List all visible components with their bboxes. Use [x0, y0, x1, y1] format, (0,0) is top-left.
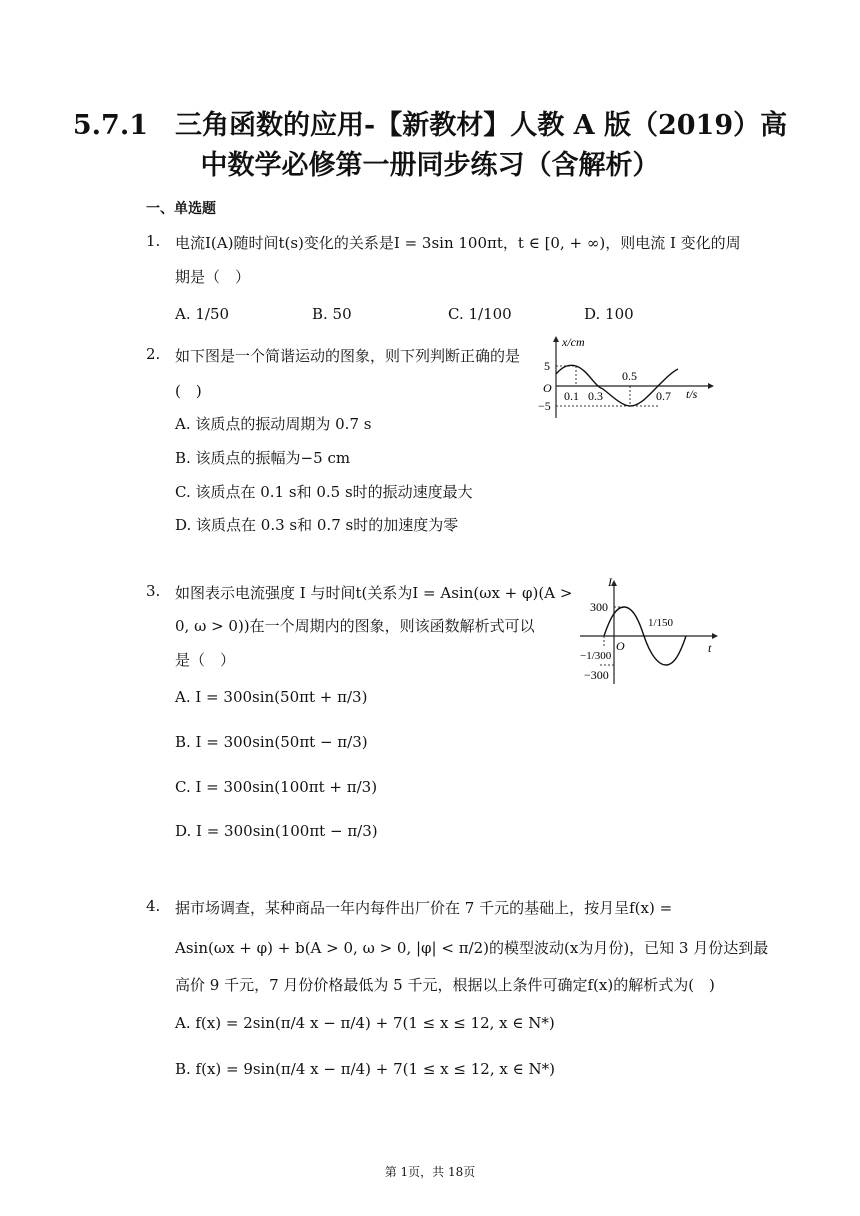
q1-option-c: C. 1/100 — [448, 305, 512, 323]
q1-number: 1. — [146, 232, 161, 250]
q3-origin-label: O — [616, 639, 625, 653]
q3-stem-line3: 是（ ） — [175, 651, 236, 669]
q4-number: 4. — [146, 897, 161, 915]
q2-number: 2. — [146, 345, 161, 363]
q3-t-label: t — [708, 641, 712, 655]
q3-t-axis-arrow — [712, 633, 718, 639]
q2-y-tick-neg5: −5 — [538, 399, 551, 413]
q1-stem-line2: 期是（ ） — [175, 268, 251, 286]
q4-stem-line2: Asin(ωx + φ) + b(A > 0, ω > 0, |φ| < π/2)的模型波动(x为月份)，已知 3 月份达到最 — [175, 939, 769, 957]
q2-x-tick-05: 0.5 — [622, 369, 637, 383]
q2-x-tick-07: 0.7 — [656, 389, 671, 403]
q2-x-label: t/s — [686, 387, 698, 401]
q1-option-d: D. 100 — [584, 305, 634, 323]
q1-option-a: A. 1/50 — [175, 305, 230, 323]
doc-title-line2: 中数学必修第一册同步练习（含解析） — [200, 150, 660, 181]
q3-option-d: D. I = 300sin(100πt − π/3) — [175, 822, 378, 840]
q3-option-a: A. I = 300sin(50πt + π/3) — [175, 688, 368, 706]
q2-option-c: C. 该质点在 0.1 s和 0.5 s时的振动速度最大 — [175, 483, 473, 501]
q2-stem-line1: 如下图是一个简谐运动的图象，则下列判断正确的是 — [175, 347, 521, 365]
q3-y-tick-neg300: −300 — [584, 668, 609, 682]
q3-figure-current-graph — [576, 574, 726, 686]
q2-y-label: x/cm — [562, 335, 585, 349]
doc-title-line1: 5.7.1 三角函数的应用-【新教材】人教 A 版（2019）高 — [72, 110, 788, 141]
q2-y-axis-arrow — [553, 336, 559, 342]
q2-origin-label: O — [543, 381, 552, 395]
q3-stem-line2: 0, ω > 0))在一个周期内的图象，则该函数解析式可以 — [175, 617, 535, 635]
section-heading: 一、单选题 — [146, 201, 216, 217]
q3-y-tick-300: 300 — [590, 600, 608, 614]
q2-x-tick-03: 0.3 — [588, 389, 603, 403]
q2-x-axis-arrow — [708, 383, 714, 389]
q3-number: 3. — [146, 582, 161, 600]
q1-stem-line1: 电流I(A)随时间t(s)变化的关系是I = 3sin 100πt，t ∈ [0, + ∞)，则电流 I 变化的周 — [175, 234, 741, 252]
q2-figure-oscillation-graph — [536, 334, 716, 420]
page-footer: 第 1页，共 18页 — [384, 1165, 476, 1179]
q2-y-tick-5: 5 — [544, 359, 550, 373]
q2-option-d: D. 该质点在 0.3 s和 0.7 s时的加速度为零 — [175, 516, 459, 534]
q1-option-b: B. 50 — [312, 305, 352, 323]
q2-x-tick-01: 0.1 — [564, 389, 579, 403]
q4-stem-line1: 据市场调查，某种商品一年内每件出厂价在 7 千元的基础上，按月呈f(x) = — [175, 899, 673, 917]
q3-option-c: C. I = 300sin(100πt + π/3) — [175, 778, 378, 796]
q3-x-left-fraction: −1/300 — [580, 650, 612, 662]
q2-option-b: B. 该质点的振幅为−5 cm — [175, 449, 351, 467]
q3-x-right-fraction: 1/150 — [648, 617, 674, 629]
q4-stem-line3: 高价 9 千元，7 月份价格最低为 5 千元，根据以上条件可确定f(x)的解析式为( ) — [175, 976, 715, 994]
q3-option-b: B. I = 300sin(50πt − π/3) — [175, 733, 368, 751]
q3-i-label: I — [608, 575, 612, 589]
q3-stem-line1: 如图表示电流强度 I 与时间t(关系为I = Asin(ωx + φ)(A > — [175, 584, 573, 602]
q4-option-a: A. f(x) = 2sin(π/4 x − π/4) + 7(1 ≤ x ≤ 12, x ∈ N*) — [175, 1014, 555, 1032]
q2-option-a: A. 该质点的振动周期为 0.7 s — [175, 415, 372, 433]
q2-stem-line2: ( ) — [175, 382, 202, 400]
q4-option-b: B. f(x) = 9sin(π/4 x − π/4) + 7(1 ≤ x ≤ 12, x ∈ N*) — [175, 1060, 555, 1078]
